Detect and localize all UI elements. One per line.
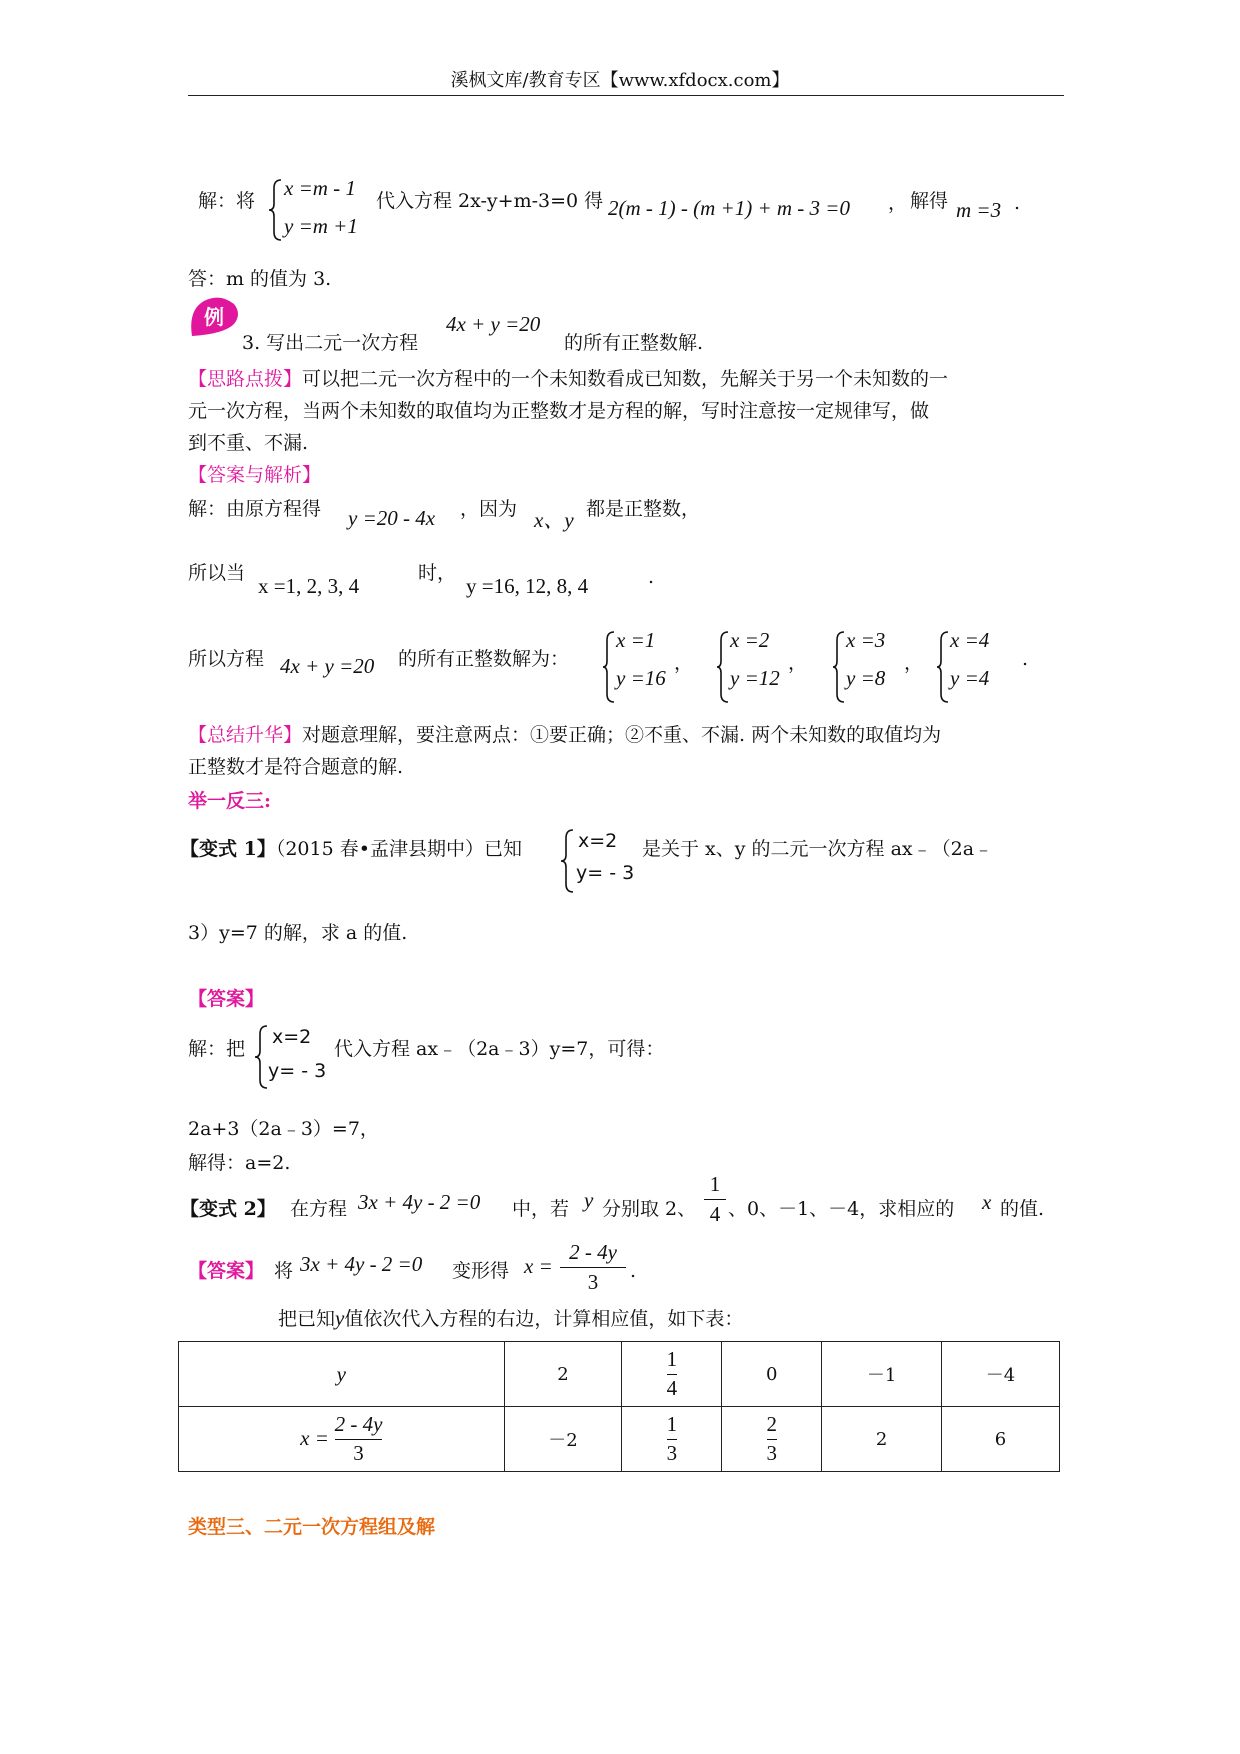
variant2-tag: 【变式 2】 [180, 1198, 276, 1220]
answer-v2-lhs: x = [524, 1254, 553, 1278]
example3-prefix: 3. 写出二元一次方程 [242, 332, 419, 354]
sol3-line1-vars: x、y [534, 508, 574, 532]
variant2-suffix: 、0、－1、－4，求相应的 [728, 1198, 955, 1220]
answer-v2-equation: 3x + 4y - 2 =0 [300, 1252, 423, 1276]
answer-v2-line2-var: y [335, 1306, 345, 1330]
table-cell-text: －1 [866, 1365, 897, 1386]
variant1-tag: 【变式 1】 [180, 838, 276, 860]
sol3-line3-mid: 的所有正整数解为： [398, 648, 570, 670]
fraction-bar [335, 1439, 383, 1440]
sol1-result: m =3 [956, 198, 1002, 222]
frac-num: 2 - 4y [334, 1412, 383, 1437]
sol3-line1-mid: ，因为 [460, 498, 518, 520]
table-cell-fraction [667, 1348, 678, 1399]
frac-num: 1 [666, 1412, 678, 1437]
answer-v2-frac-num: 2 - 4y [569, 1240, 617, 1264]
answer-v2-frac-den: 3 [587, 1270, 599, 1294]
variant1-prefix: （2015 春•孟津县期中）已知 [275, 838, 522, 860]
sol3-line2-y: y =16, 12, 8, 4 [466, 574, 589, 598]
sol3-line2-when: 时， [418, 562, 457, 584]
solution-y: y =16 [616, 666, 666, 690]
solution-y: y =4 [950, 666, 990, 690]
sol1-prefix: 解：将 [198, 190, 256, 212]
variant2-end: 的值. [1000, 1198, 1045, 1220]
example-badge-icon [188, 296, 240, 340]
answer-analysis-tag: 【答案与解析】 [188, 464, 322, 486]
solution-x: x =4 [950, 628, 990, 652]
solution-x: x =2 [730, 628, 770, 652]
sol3-line2-x: x =1, 2, 3, 4 [258, 574, 360, 598]
sol1-system-row2: y =m +1 [284, 214, 358, 238]
solution-brace [936, 630, 950, 704]
answer-v2-mid: 变形得 [452, 1260, 510, 1282]
frac-den: 4 [666, 1375, 678, 1400]
answer-v1-system-row1: x=2 [272, 1026, 312, 1048]
summary-line1 [188, 720, 941, 747]
table-cell-text: 0 [766, 1363, 778, 1385]
answer1: 答：m 的值为 3. [188, 268, 332, 290]
answer-v2-line2-prefix: 把已知 [278, 1308, 336, 1330]
example-badge-text: 例 [204, 305, 224, 329]
variant1-line1 [180, 834, 522, 861]
table-row-x [179, 1407, 1060, 1472]
variant2-mid2: 分别取 2、 [602, 1198, 697, 1220]
table-cell [942, 1407, 1060, 1472]
sol3-line1-prefix: 解：由原方程得 [188, 498, 322, 520]
example3-equation: 4x + y =20 [446, 312, 541, 336]
table-cell [942, 1342, 1060, 1407]
hint-text1: 可以把二元一次方程中的一个未知数看成已知数，先解关于另一个未知数的一 [302, 368, 949, 390]
table-row-y [179, 1342, 1060, 1407]
solution-y: y =12 [730, 666, 780, 690]
answer-v1-line2: 2a+3（2a﹣3）=7， [188, 1118, 379, 1140]
practice-heading: 举一反三: [188, 790, 272, 812]
header-rule [188, 95, 1064, 96]
hint-line2: 元一次方程，当两个未知数的取值均为正整数才是方程的解，写时注意按一定规律写，做 [188, 400, 930, 422]
summary-text1: 对题意理解，要注意两点：①要正确；②不重、不漏. 两个未知数的取值均为 [302, 724, 942, 746]
answer-v2-fraction [560, 1240, 626, 1295]
solution-separator: ， [674, 652, 694, 674]
variant1-suffix: 是关于 x、y 的二元一次方程 ax﹣（2a﹣ [642, 838, 994, 860]
table-cell [622, 1407, 722, 1472]
variant2-fraction [704, 1172, 726, 1227]
sol1-brace [268, 178, 284, 242]
variant2-prefix: 在方程 [290, 1198, 348, 1220]
table-head-y-text: y [336, 1361, 346, 1386]
summary-tag: 【总结升华】 [188, 724, 303, 746]
table-cell-text: －2 [548, 1430, 578, 1451]
answer-v1-prefix: 解：把 [188, 1038, 246, 1060]
answer-v1-line3: 解得：a=2. [188, 1152, 291, 1174]
section-heading-type3: 类型三、二元一次方程组及解 [188, 1516, 436, 1538]
solution-x: x =1 [616, 628, 656, 652]
answer-v2-line2-suffix: 值依次代入方程的右边，计算相应值，如下表： [344, 1308, 744, 1330]
frac-num: 2 [766, 1412, 778, 1437]
summary-line2: 正整数才是符合题意的解. [188, 756, 404, 778]
solution-separator: ， [904, 652, 924, 674]
page-header: 溪枫文库/教育专区【www.xfdocx.com】 [450, 70, 790, 91]
sol3-line3-prefix: 所以方程 [188, 648, 265, 670]
table-head-x-lhs: x = [300, 1426, 329, 1451]
answer-v2-end: . [630, 1260, 637, 1282]
variant1-system-row2: y= - 3 [576, 862, 635, 884]
answer-v1-tag: 【答案】 [188, 988, 265, 1010]
sol1-equation: 2(m - 1) - (m +1) + m - 3 =0 [608, 196, 850, 220]
frac-den: 3 [666, 1440, 678, 1465]
sol1-solve-label: 解得 [910, 190, 949, 212]
variant2-frac-num: 1 [709, 1172, 721, 1196]
answer-v1-suffix: 代入方程 ax﹣（2a﹣3）y=7，可得： [334, 1038, 665, 1060]
variant2-var-y: y [584, 1188, 594, 1212]
solution-y: y =8 [846, 666, 886, 690]
sol1-comma: ， [888, 192, 908, 214]
table-cell-text: 6 [994, 1428, 1007, 1450]
table-cell [822, 1342, 942, 1407]
variant1-line2: 3）y=7 的解，求 a 的值. [188, 922, 408, 944]
fraction-bar [667, 1374, 678, 1375]
frac-den: 3 [766, 1440, 778, 1465]
fraction-bar [560, 1267, 626, 1268]
table-cell-fraction [767, 1413, 778, 1464]
table-head-x-fraction [335, 1413, 383, 1464]
table-cell [504, 1342, 622, 1407]
fraction-bar [704, 1199, 726, 1200]
hint-line1 [188, 364, 948, 391]
sol3-line2-prefix: 所以当 [188, 562, 246, 584]
sol1-dot: . [1014, 192, 1021, 214]
solution-x: x =3 [846, 628, 886, 652]
solution-brace [602, 630, 616, 704]
sol3-line1-eq: y =20 - 4x [348, 506, 436, 530]
variant2-equation: 3x + 4y - 2 =0 [358, 1190, 481, 1214]
variant2-mid: 中，若 [512, 1198, 570, 1220]
table-cell-text: 2 [557, 1363, 569, 1385]
solution-brace [716, 630, 730, 704]
table-cell-text: －4 [985, 1365, 1016, 1386]
sol3-line2-dot: . [648, 566, 655, 588]
fraction-bar [767, 1439, 778, 1440]
hint-line3: 到不重、不漏. [188, 432, 309, 454]
hint-tag: 【思路点拨】 [188, 368, 303, 390]
value-table [178, 1341, 1060, 1472]
table-cell-fraction [667, 1413, 678, 1464]
table-cell-text: 2 [875, 1428, 888, 1450]
sol1-system-row1: x =m - 1 [284, 176, 356, 200]
table-head-x [179, 1407, 505, 1472]
answer-v1-system-row2: y= - 3 [268, 1060, 327, 1082]
answer-v2-line2 [278, 1304, 743, 1331]
table-cell [722, 1342, 822, 1407]
variant2-var-x: x [982, 1190, 992, 1214]
sol3-line3-eq: 4x + y =20 [280, 654, 375, 678]
solution-separator: ， [788, 652, 808, 674]
example3-suffix: 的所有正整数解. [564, 332, 704, 354]
answer-v2-prefix: 将 [274, 1260, 294, 1282]
variant1-brace [560, 828, 576, 894]
solution-brace [832, 630, 846, 704]
table-cell [822, 1407, 942, 1472]
sol3-line1-suffix: 都是正整数， [586, 498, 701, 520]
frac-num: 1 [666, 1347, 678, 1372]
solution-end: . [1022, 648, 1029, 670]
fraction-bar [667, 1439, 678, 1440]
table-cell [722, 1407, 822, 1472]
table-cell [622, 1342, 722, 1407]
frac-den: 3 [353, 1440, 364, 1465]
table-head-y [179, 1342, 505, 1407]
variant1-system-row1: x=2 [578, 830, 618, 852]
answer-v2-tag: 【答案】 [188, 1260, 265, 1282]
table-cell [504, 1407, 622, 1472]
variant2-frac-den: 4 [709, 1202, 721, 1226]
sol1-mid-text: 代入方程 2x-y+m-3=0 得 [376, 190, 604, 212]
